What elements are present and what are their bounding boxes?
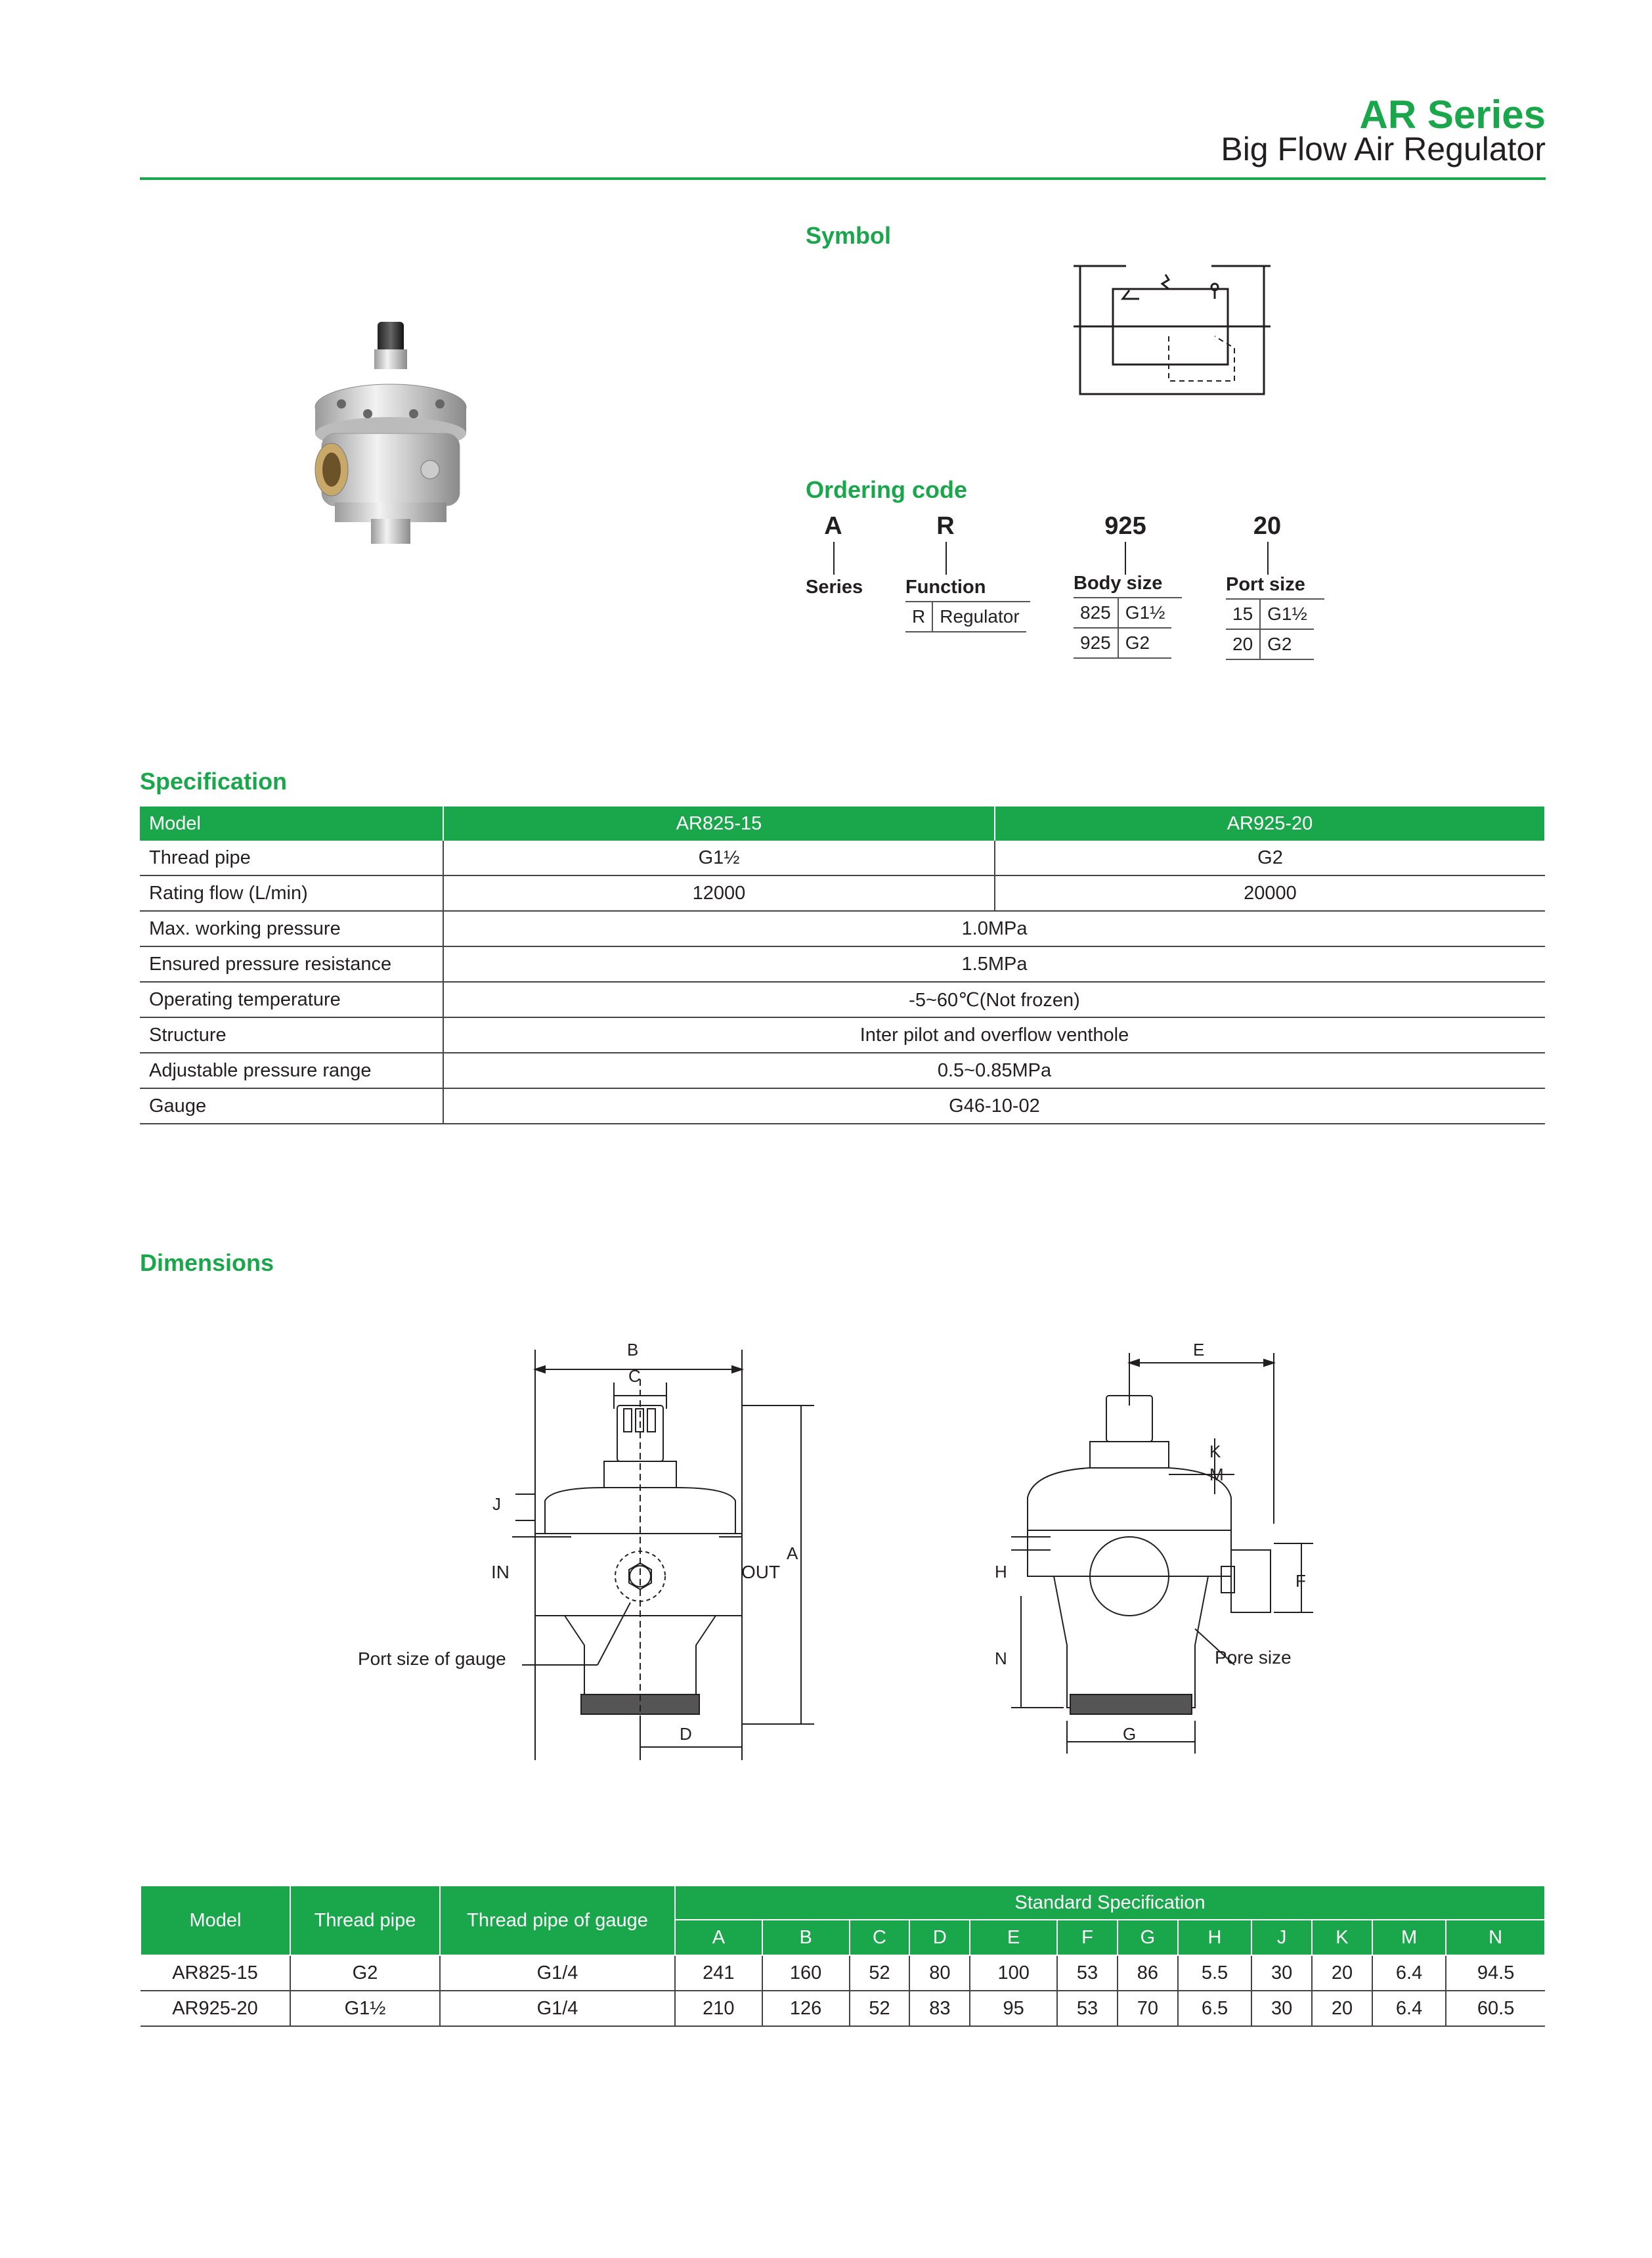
dim-label-d: D xyxy=(680,1724,692,1744)
dims-cell: 30 xyxy=(1251,1991,1312,2026)
spec-label: Adjustable pressure range xyxy=(140,1053,443,1088)
dims-cell: AR925-20 xyxy=(141,1991,290,2026)
dims-cell: 80 xyxy=(909,1955,970,1991)
port-thread: G2 xyxy=(1260,629,1314,659)
ordering-letter-body: 925 xyxy=(1104,512,1146,540)
dims-cell: 30 xyxy=(1251,1955,1312,1991)
body-code: 825 xyxy=(1074,598,1118,628)
ordering-label-port: Port size xyxy=(1226,574,1324,600)
dims-letter: F xyxy=(1057,1920,1118,1955)
dimensions-heading: Dimensions xyxy=(140,1249,274,1276)
table-row xyxy=(140,911,1545,946)
spec-value: 0.5~0.85MPa xyxy=(443,1053,1545,1088)
table-row xyxy=(140,875,1545,911)
dims-cell: G1/4 xyxy=(440,1991,675,2026)
symbol-heading: Symbol xyxy=(806,222,892,249)
ordering-label-function: Function xyxy=(905,577,1030,602)
dims-header-gauge: Thread pipe of gauge xyxy=(440,1886,675,1955)
dim-label-f: F xyxy=(1295,1571,1306,1591)
dims-header-row xyxy=(141,1886,1545,1920)
dims-cell: 126 xyxy=(762,1991,850,2026)
function-table xyxy=(905,602,1026,632)
dim-label-b: B xyxy=(627,1340,639,1360)
dim-label-a: A xyxy=(787,1543,798,1563)
dims-header-standard: Standard Specification xyxy=(675,1886,1545,1920)
spec-label: Structure xyxy=(140,1017,443,1053)
body-size-table xyxy=(1074,598,1171,659)
dims-cell: 160 xyxy=(762,1955,850,1991)
dims-header-thread: Thread pipe xyxy=(290,1886,440,1955)
dims-cell: 86 xyxy=(1118,1955,1178,1991)
ordering-tick xyxy=(1267,542,1269,575)
spec-value: Inter pilot and overflow venthole xyxy=(443,1017,1545,1053)
port-thread: G1½ xyxy=(1260,600,1314,629)
pore-size-label: Pore size xyxy=(1215,1647,1292,1668)
ordering-label-body: Body size xyxy=(1074,573,1182,598)
dims-letter: M xyxy=(1372,1920,1446,1955)
dims-cell: 70 xyxy=(1118,1991,1178,2026)
ordering-letter-port: 20 xyxy=(1253,512,1282,540)
ordering-tick xyxy=(833,542,835,575)
dimensions-table xyxy=(140,1885,1546,2027)
spec-value: -5~60℃(Not frozen) xyxy=(443,982,1545,1017)
ordering-port-block xyxy=(1226,574,1324,660)
dims-cell: 6.5 xyxy=(1178,1991,1251,2026)
port-code: 15 xyxy=(1226,600,1260,629)
dims-letter: K xyxy=(1312,1920,1372,1955)
dims-cell: 5.5 xyxy=(1178,1955,1251,1991)
dims-cell: 60.5 xyxy=(1446,1991,1545,2026)
dims-cell: 6.4 xyxy=(1372,1991,1446,2026)
side-view-drawing xyxy=(998,1340,1366,1760)
port-gauge-label: Port size of gauge xyxy=(358,1649,506,1669)
table-row xyxy=(140,1017,1545,1053)
dims-letter: A xyxy=(675,1920,762,1955)
dims-letter: C xyxy=(850,1920,910,1955)
front-view-drawing xyxy=(355,1340,827,1760)
dims-letter: G xyxy=(1118,1920,1178,1955)
function-name: Regulator xyxy=(932,602,1026,632)
ordering-label-series: Series xyxy=(806,577,863,598)
spec-table xyxy=(140,807,1546,1124)
port-code: 20 xyxy=(1226,629,1260,659)
dims-cell: 53 xyxy=(1057,1955,1118,1991)
dims-cell: 83 xyxy=(909,1991,970,2026)
dims-cell: 52 xyxy=(850,1991,910,2026)
dims-letter: J xyxy=(1251,1920,1312,1955)
table-row xyxy=(140,1088,1545,1124)
table-row xyxy=(140,946,1545,982)
ordering-body-block xyxy=(1074,573,1182,659)
table-row xyxy=(141,1991,1545,2026)
spec-value: 1.0MPa xyxy=(443,911,1545,946)
spec-label: Gauge xyxy=(140,1088,443,1124)
spec-value: 1.5MPa xyxy=(443,946,1545,982)
dims-cell: 52 xyxy=(850,1955,910,1991)
dim-label-n: N xyxy=(995,1649,1007,1668)
dims-cell: 20 xyxy=(1312,1991,1372,2026)
ordering-heading: Ordering code xyxy=(806,476,968,503)
dims-cell: 95 xyxy=(970,1991,1057,2026)
dims-cell: 210 xyxy=(675,1991,762,2026)
port-size-table xyxy=(1226,600,1314,660)
in-label: IN xyxy=(491,1562,510,1582)
ordering-letter-function: R xyxy=(936,512,955,540)
dim-label-m: M xyxy=(1209,1465,1224,1484)
spec-value: 12000 xyxy=(443,875,995,911)
dims-header-model: Model xyxy=(141,1886,290,1955)
spec-header-cell: AR825-15 xyxy=(443,807,995,841)
spec-header-cell: AR925-20 xyxy=(995,807,1545,841)
body-code: 925 xyxy=(1074,628,1118,658)
table-row xyxy=(140,841,1545,875)
dims-letter: E xyxy=(970,1920,1057,1955)
dim-label-j: J xyxy=(492,1494,501,1514)
dim-label-e: E xyxy=(1193,1340,1205,1360)
dims-letter: B xyxy=(762,1920,850,1955)
dims-cell: 6.4 xyxy=(1372,1955,1446,1991)
spec-label: Operating temperature xyxy=(140,982,443,1017)
body-thread: G2 xyxy=(1118,628,1172,658)
dims-cell: 20 xyxy=(1312,1955,1372,1991)
dim-label-k: K xyxy=(1209,1442,1221,1461)
table-row xyxy=(140,1053,1545,1088)
ordering-letter-series: A xyxy=(824,512,842,540)
dim-label-g: G xyxy=(1123,1724,1137,1744)
series-subtitle: Big Flow Air Regulator xyxy=(1221,131,1546,167)
dims-cell: 53 xyxy=(1057,1991,1118,2026)
spec-value: G46-10-02 xyxy=(443,1088,1545,1124)
series-title: AR Series xyxy=(1359,93,1546,137)
body-thread: G1½ xyxy=(1118,598,1172,628)
spec-value: G2 xyxy=(995,841,1545,875)
spec-heading: Specification xyxy=(140,768,288,795)
dims-letter: H xyxy=(1178,1920,1251,1955)
dims-cell: G1½ xyxy=(290,1991,440,2026)
product-photo xyxy=(295,309,486,552)
spec-label: Rating flow (L/min) xyxy=(140,875,443,911)
spec-label: Ensured pressure resistance xyxy=(140,946,443,982)
dims-cell: G1/4 xyxy=(440,1955,675,1991)
spec-label: Max. working pressure xyxy=(140,911,443,946)
header-rule xyxy=(140,177,1546,180)
spec-header-cell: Model xyxy=(140,807,443,841)
spec-header-row xyxy=(140,807,1545,841)
function-code: R xyxy=(905,602,932,632)
dims-cell: AR825-15 xyxy=(141,1955,290,1991)
dims-cell: G2 xyxy=(290,1955,440,1991)
dim-label-c: C xyxy=(628,1366,641,1386)
table-row xyxy=(141,1955,1545,1991)
ordering-function-block xyxy=(905,577,1030,632)
spec-value: 20000 xyxy=(995,875,1545,911)
dims-letter: N xyxy=(1446,1920,1545,1955)
regulator-symbol xyxy=(1074,263,1271,401)
dims-cell: 100 xyxy=(970,1955,1057,1991)
ordering-tick xyxy=(946,542,947,575)
dims-cell: 241 xyxy=(675,1955,762,1991)
ordering-tick xyxy=(1125,542,1126,575)
dims-letter: D xyxy=(909,1920,970,1955)
spec-value: G1½ xyxy=(443,841,995,875)
dims-cell: 94.5 xyxy=(1446,1955,1545,1991)
table-row xyxy=(140,982,1545,1017)
spec-label: Thread pipe xyxy=(140,841,443,875)
dim-label-h: H xyxy=(995,1562,1007,1582)
out-label: OUT xyxy=(741,1562,781,1582)
